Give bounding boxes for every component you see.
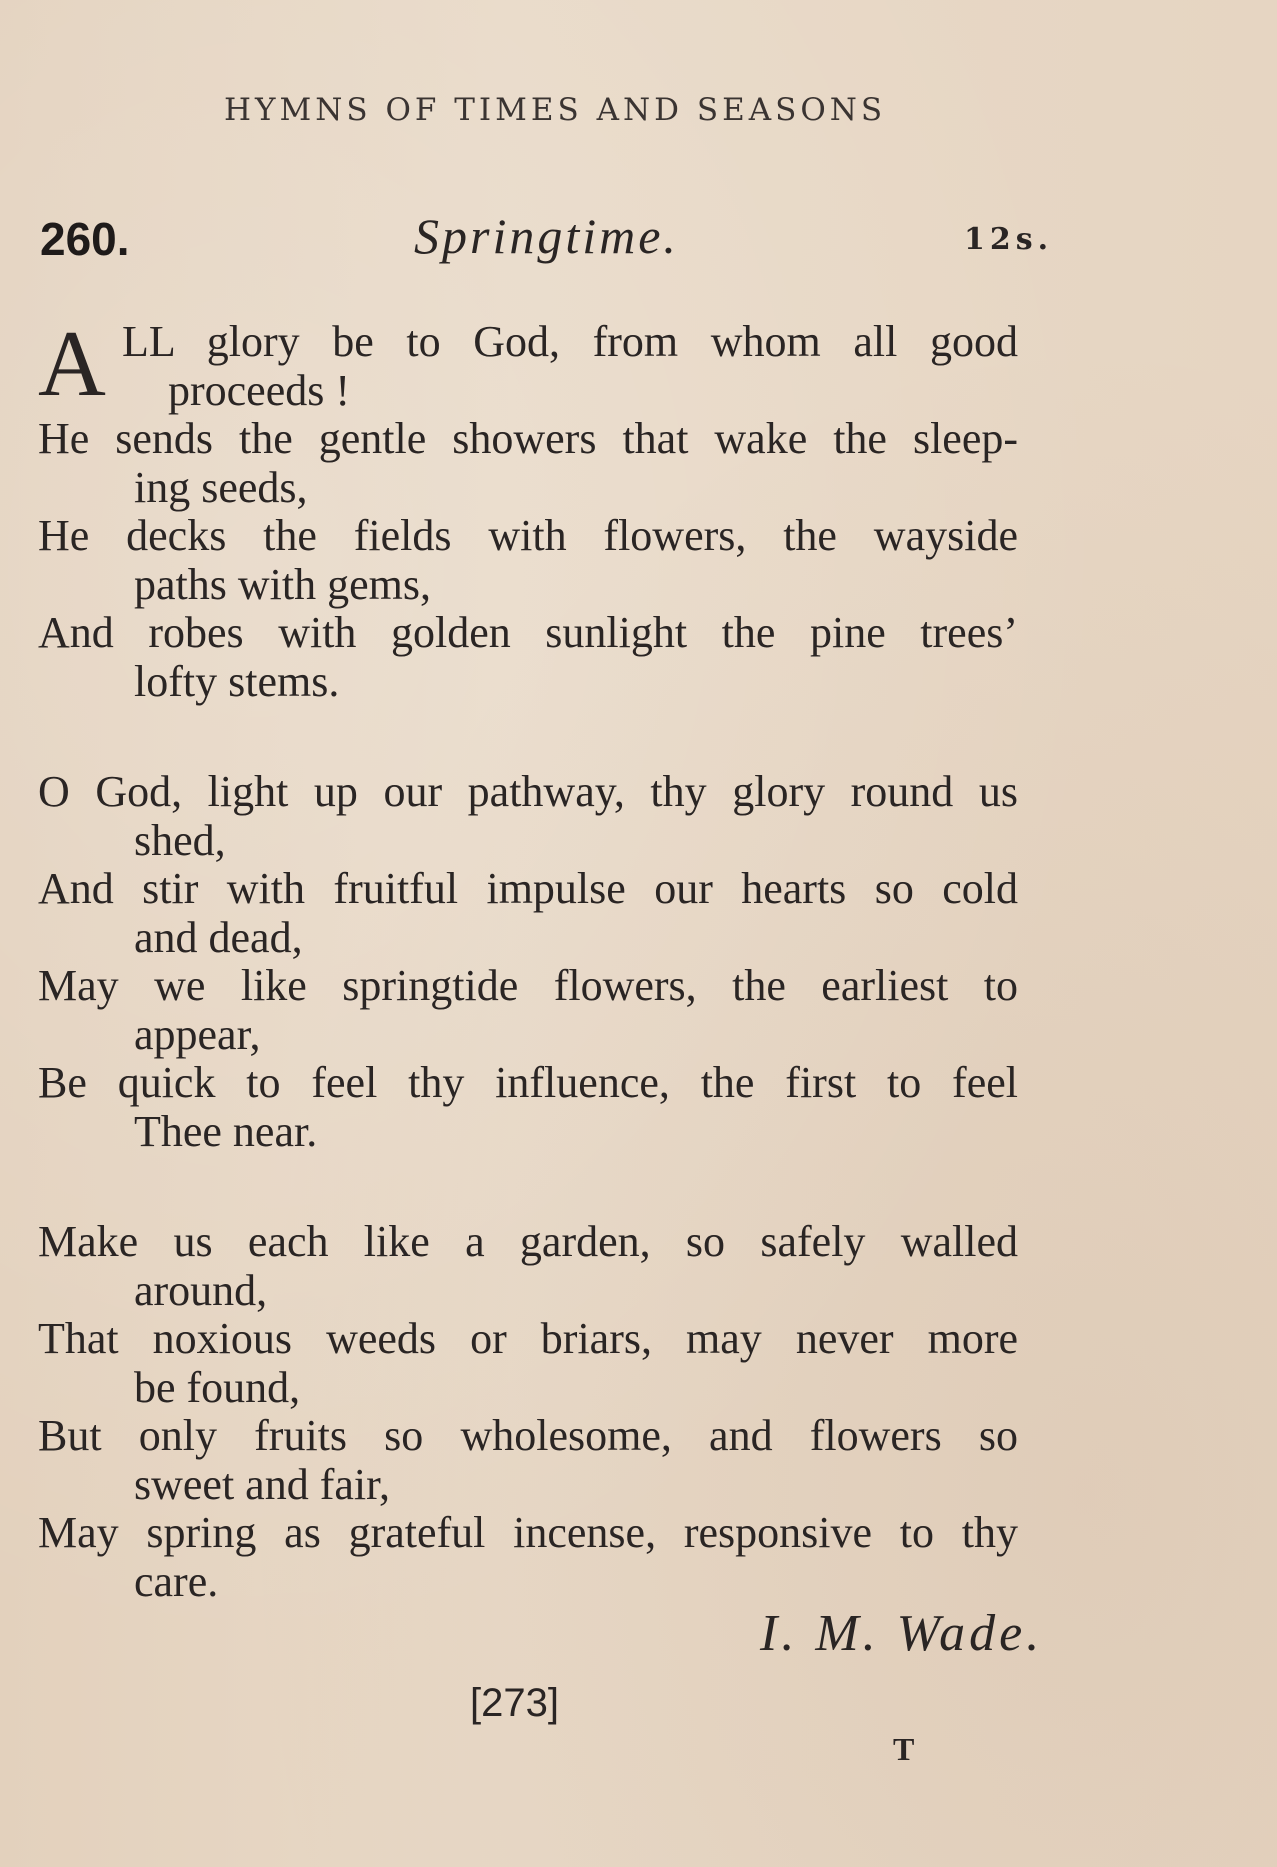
verse-line: shed, [134,815,226,865]
verse-line: sweet and fair, [134,1459,391,1509]
verse-line: O God, light up our pathway, thy glory round us [38,767,1018,816]
verse-line: But only fruits so wholesome, and flowers so [38,1411,1018,1460]
verse-line: And robes with golden sunlight the pine trees’ [38,608,1018,657]
verse-line: That noxious weeds or briars, may never more [38,1314,1018,1363]
verse-line: Be quick to feel thy influence, the first to feel [38,1058,1018,1107]
running-head: HYMNS OF TIMES AND SEASONS [224,92,887,128]
signature-mark: T [893,1731,915,1767]
verse-line: Make us each like a garden, so safely walled [38,1217,1018,1266]
page-number: [273] [470,1681,559,1725]
verse-line: May we like springtide flowers, the earliest to [38,961,1018,1010]
hymn-number: 260. [40,213,130,265]
stanza-2 [38,768,1018,1156]
verse-line: ing seeds, [134,462,308,512]
verse-line: May spring as grateful incense, responsive to thy [38,1508,1018,1557]
verse-line: around, [134,1265,268,1315]
hymn-title: Springtime. [414,208,679,264]
verse-line: LL glory be to God, from whom all good [122,317,1018,366]
stanza-3 [38,1218,1018,1606]
verse-line: Thee near. [134,1106,318,1156]
verse-line: and dead, [134,912,303,962]
drop-cap-block [38,312,1018,416]
verse-line: care. [134,1556,219,1606]
verse-line: paths with gems, [134,559,431,609]
drop-cap: A [38,312,106,416]
verse-line: He decks the fields with flowers, the wayside [38,511,1018,560]
stanza-1 [38,312,1018,706]
verse-line: And stir with fruitful impulse our hearts so cold [38,864,1018,913]
hymn-meter: 12s. [964,222,1054,257]
verse-line: proceeds ! [168,365,351,415]
verse-line: He sends the gentle showers that wake the sleep- [38,414,1018,463]
hymn-author: I. M. Wade. [760,1605,1044,1662]
verse-line: appear, [134,1009,261,1059]
verse-line: lofty stems. [134,656,340,706]
verse-line: be found, [134,1362,301,1412]
